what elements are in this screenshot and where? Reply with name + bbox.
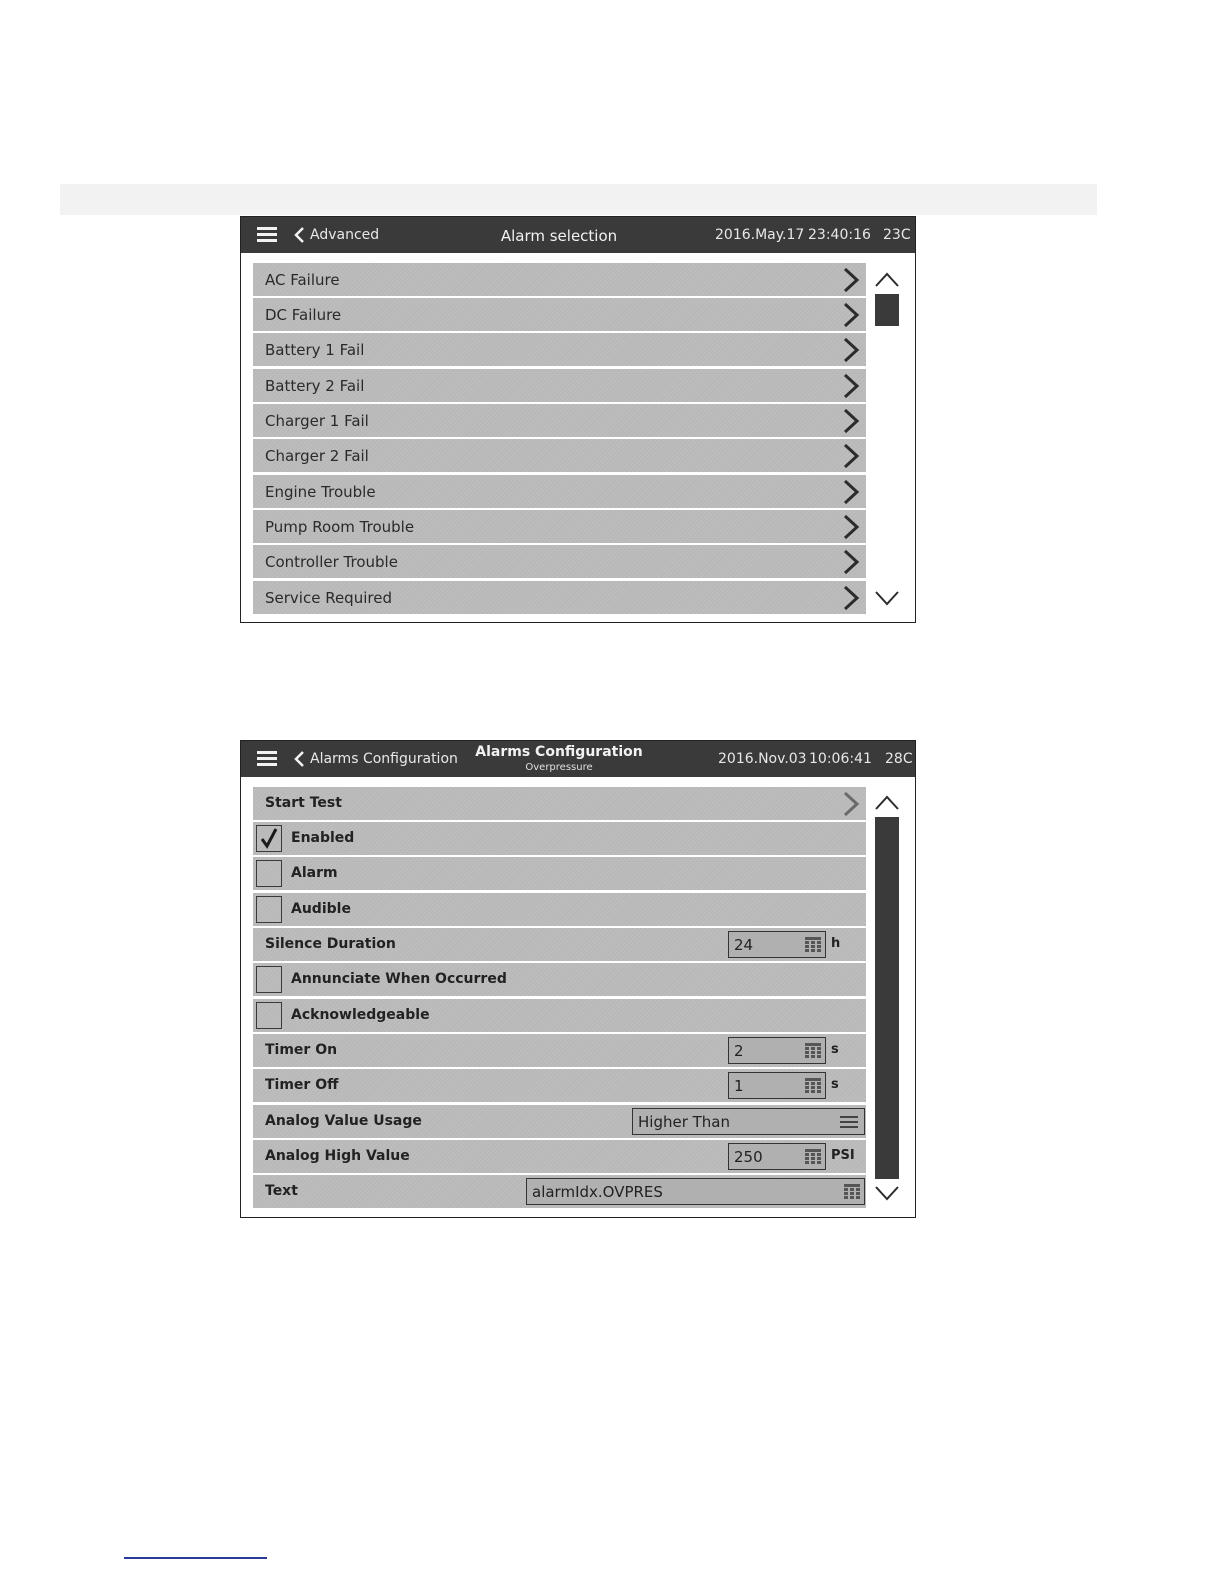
enabled-label: Enabled (291, 830, 355, 846)
chevron-right-icon (841, 407, 861, 435)
back-button-label[interactable]: Advanced (310, 227, 380, 243)
keypad-icon[interactable] (805, 1149, 821, 1165)
top-header-band (60, 184, 1097, 215)
alarm-item-label: Engine Trouble (265, 483, 376, 501)
audible-checkbox[interactable] (256, 896, 282, 923)
alarm-item-pump-room-trouble[interactable] (253, 510, 866, 543)
alarm-item-label: Controller Trouble (265, 553, 398, 571)
annunciate-label: Annunciate When Occurred (291, 971, 507, 987)
chevron-right-icon (841, 442, 861, 470)
acknowledgeable-label: Acknowledgeable (291, 1007, 430, 1023)
hamburger-menu-icon[interactable] (257, 751, 277, 767)
silence-duration-row (253, 928, 866, 961)
temperature-readout: 23C (883, 227, 911, 243)
alarm-item-label: DC Failure (265, 306, 342, 324)
alarm-item-label: Charger 1 Fail (265, 412, 369, 430)
timer-on-label: Timer On (265, 1042, 338, 1058)
analog-high-value-value: 250 (734, 1148, 763, 1166)
scrollbar-thumb[interactable] (875, 817, 899, 1179)
alarm-item-service-required[interactable] (253, 581, 866, 614)
screen-title: Alarms Configuration (475, 744, 643, 760)
alarm-item-label: Charger 2 Fail (265, 447, 369, 465)
timer-on-value: 2 (734, 1042, 744, 1060)
timer-off-label: Timer Off (265, 1077, 339, 1093)
enabled-row[interactable] (253, 822, 866, 855)
start-test-label: Start Test (265, 795, 342, 811)
screen-title: Alarm selection (500, 227, 618, 245)
alarm-item-label: Service Required (265, 589, 392, 607)
alarm-item-charger-2-fail[interactable] (253, 439, 866, 472)
chevron-right-icon (841, 584, 861, 612)
analog-high-value-row (253, 1140, 866, 1173)
keypad-icon[interactable] (844, 1184, 860, 1200)
time-readout: 23:40:16 (808, 227, 871, 243)
list-icon[interactable] (840, 1115, 858, 1130)
timer-on-input[interactable] (728, 1037, 826, 1064)
audible-row[interactable] (253, 893, 866, 926)
hamburger-menu-icon[interactable] (257, 227, 277, 243)
acknowledgeable-checkbox[interactable] (256, 1002, 282, 1029)
timer-off-row (253, 1069, 866, 1102)
chevron-down-icon[interactable] (873, 589, 901, 609)
analog-high-value-input[interactable] (728, 1143, 826, 1170)
analog-high-value-label: Analog High Value (265, 1148, 410, 1164)
title-bar (241, 217, 915, 253)
footer-link-underline (124, 1557, 267, 1559)
alarm-item-ac-failure[interactable] (253, 263, 866, 296)
text-value: alarmIdx.OVPRES (532, 1183, 663, 1201)
keypad-icon[interactable] (805, 1078, 821, 1094)
checkmark-icon (259, 827, 279, 849)
chevron-right-icon (841, 336, 861, 364)
chevron-right-icon (841, 478, 861, 506)
chevron-right-icon (841, 266, 861, 294)
text-label: Text (265, 1183, 298, 1199)
alarm-label: Alarm (291, 865, 338, 881)
text-row (253, 1175, 866, 1208)
alarm-item-dc-failure[interactable] (253, 298, 866, 331)
annunciate-checkbox[interactable] (256, 966, 282, 993)
alarm-item-label: Pump Room Trouble (265, 518, 415, 536)
text-input[interactable] (526, 1178, 865, 1205)
chevron-right-icon (841, 548, 861, 576)
chevron-right-icon (841, 513, 861, 541)
date-readout: 2016.May.17 (715, 227, 805, 243)
chevron-up-icon[interactable] (873, 269, 901, 289)
screen-subtitle: Overpressure (525, 762, 593, 773)
chevron-right-icon (841, 790, 861, 818)
time-readout: 10:06:41 (809, 751, 872, 767)
alarm-row[interactable] (253, 857, 866, 890)
analog-high-value-unit: PSI (831, 1148, 855, 1163)
chevron-right-icon (841, 301, 861, 329)
chevron-left-icon[interactable] (293, 226, 305, 244)
alarm-selection-screen (240, 216, 916, 623)
back-button-label[interactable]: Alarms Configuration (310, 751, 458, 767)
alarm-item-battery-1-fail[interactable] (253, 333, 866, 366)
chevron-down-icon[interactable] (873, 1184, 901, 1204)
analog-value-usage-select[interactable] (632, 1108, 865, 1135)
alarm-item-label: AC Failure (265, 271, 340, 289)
analog-value-usage-label: Analog Value Usage (265, 1113, 422, 1129)
timer-on-unit: s (831, 1042, 839, 1057)
silence-duration-value: 24 (734, 936, 754, 954)
alarm-item-battery-2-fail[interactable] (253, 369, 866, 402)
scrollbar-thumb[interactable] (875, 294, 899, 326)
timer-on-row (253, 1034, 866, 1067)
timer-off-value: 1 (734, 1077, 744, 1095)
alarm-item-charger-1-fail[interactable] (253, 404, 866, 437)
chevron-right-icon (841, 372, 861, 400)
title-bar (241, 741, 915, 777)
alarm-item-label: Battery 2 Fail (265, 377, 365, 395)
timer-off-unit: s (831, 1077, 839, 1092)
silence-duration-input[interactable] (728, 931, 826, 958)
start-test-row[interactable] (253, 787, 866, 820)
alarm-item-engine-trouble[interactable] (253, 475, 866, 508)
timer-off-input[interactable] (728, 1072, 826, 1099)
alarm-item-controller-trouble[interactable] (253, 545, 866, 578)
chevron-up-icon[interactable] (873, 792, 901, 812)
silence-duration-label: Silence Duration (265, 936, 396, 952)
analog-value-usage-value: Higher Than (638, 1113, 731, 1131)
chevron-left-icon[interactable] (293, 750, 305, 768)
acknowledgeable-row[interactable] (253, 999, 866, 1032)
keypad-icon[interactable] (805, 1043, 821, 1059)
temperature-readout: 28C (885, 751, 913, 767)
analog-value-usage-row (253, 1105, 866, 1138)
alarm-checkbox[interactable] (256, 860, 282, 887)
date-readout: 2016.Nov.03 (718, 751, 807, 767)
annunciate-row[interactable] (253, 963, 866, 996)
silence-duration-unit: h (831, 936, 841, 951)
enabled-checkbox[interactable] (256, 825, 282, 852)
alarm-item-label: Battery 1 Fail (265, 341, 365, 359)
audible-label: Audible (291, 901, 351, 917)
alarms-configuration-screen (240, 740, 916, 1218)
keypad-icon[interactable] (805, 937, 821, 953)
